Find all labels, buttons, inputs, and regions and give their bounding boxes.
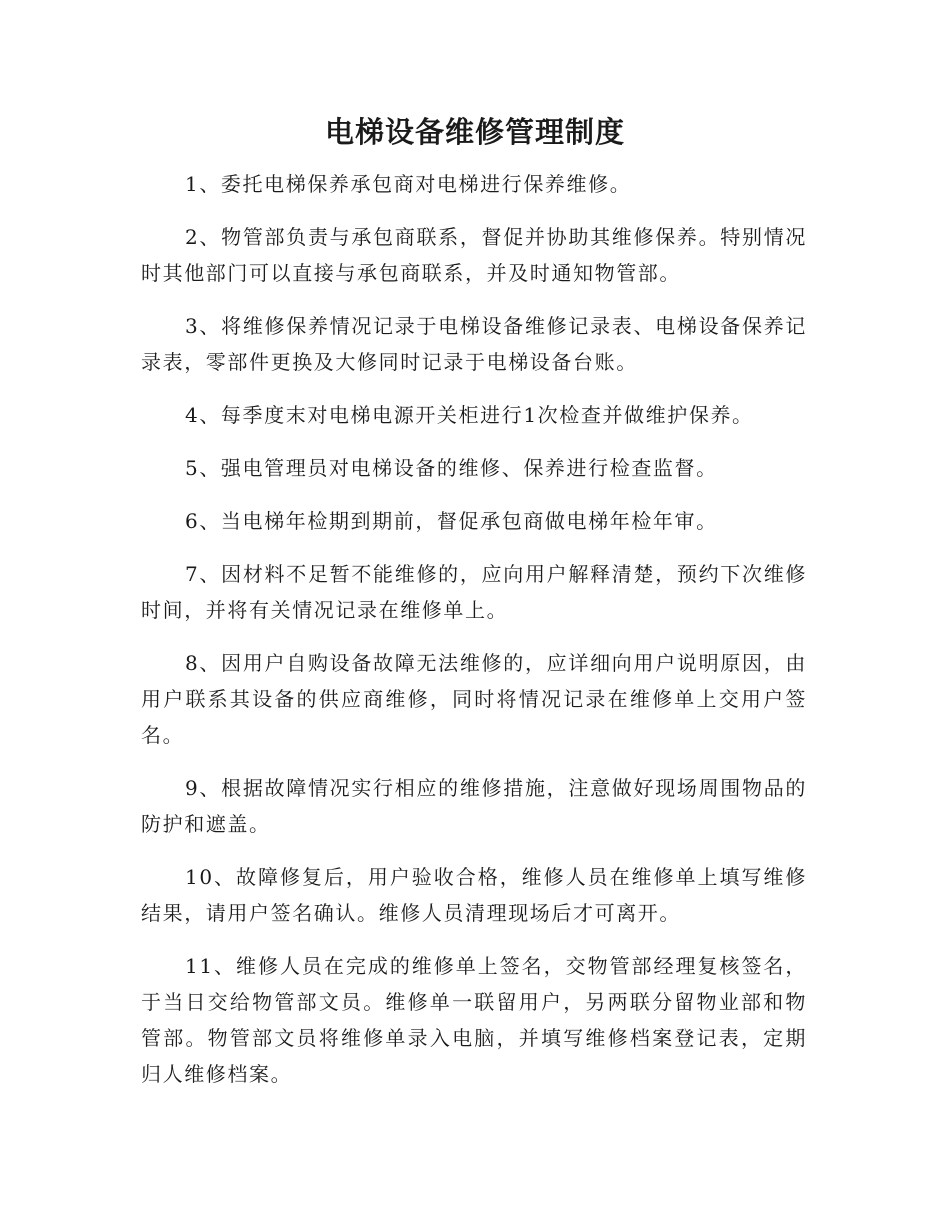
paragraph-2: 2、物管部负责与承包商联系，督促并协助其维修保养。特别情况时其他部门可以直接与承包商联系，并及时通知物管部。 (141, 225, 807, 285)
paragraph-1: 1、委托电梯保养承包商对电梯进行保养维修。 (185, 172, 632, 196)
paragraph-11: 11、维修人员在完成的维修单上签名，交物管部经理复核签名，于当日交给物管部文员。维修单一联留用户，另两联分留物业部和物管部。物管部文员将维修单录入电脑，并填写维修档案登记表，定期归人维修档案。 (141, 954, 807, 1086)
paragraph-9: 9、根据故障情况实行相应的维修措施，注意做好现场周围物品的防护和遮盖。 (141, 776, 807, 836)
document-title: 电梯设备维修管理制度 (324, 115, 625, 149)
paragraph-3: 3、将维修保养情况记录于电梯设备维修记录表、电梯设备保养记录表，零部件更换及大修同时记录于电梯设备台账。 (141, 314, 807, 374)
paragraph-7: 7、因材料不足暂不能维修的，应向用户解释清楚，预约下次维修时间，并将有关情况记录在维修单上。 (141, 562, 807, 622)
paragraph-6: 6、当电梯年检期到期前，督促承包商做电梯年检年审。 (185, 509, 718, 533)
paragraph-10: 10、故障修复后，用户验收合格，维修人员在维修单上填写维修结果，请用户签名确认。维修人员清理现场后才可离开。 (141, 865, 807, 925)
paragraph-8: 8、因用户自购设备故障无法维修的，应详细向用户说明原因，由用户联系其设备的供应商维修，同时将情况记录在维修单上交用户签名。 (141, 651, 807, 747)
paragraph-4: 4、每季度末对电梯电源开关柜进行1次检查并做维护保养。 (185, 403, 754, 427)
paragraph-5: 5、强电管理员对电梯设备的维修、保养进行检查监督。 (185, 456, 718, 480)
document-body (141, 166, 807, 1109)
